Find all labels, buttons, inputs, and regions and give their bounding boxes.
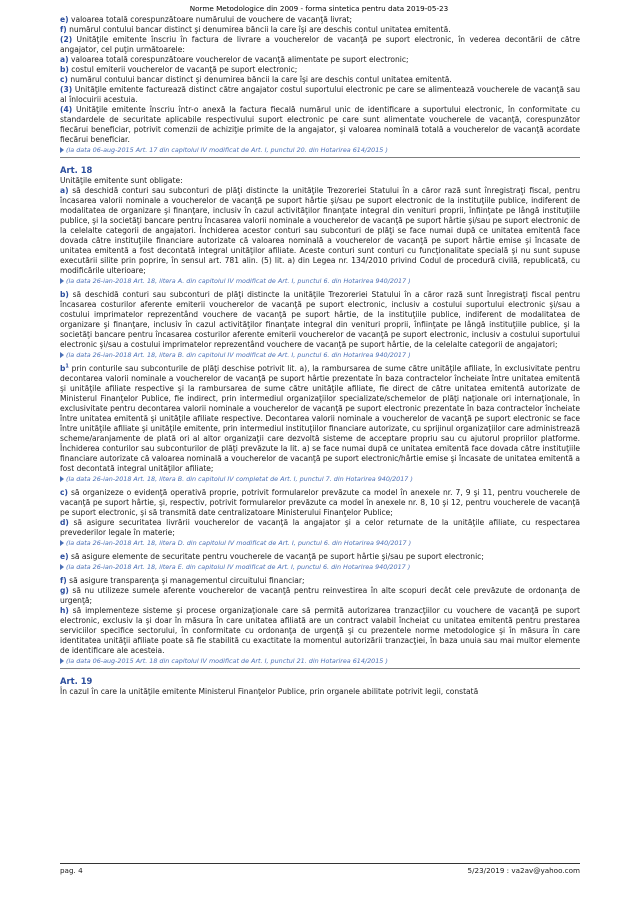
paragraph: [60, 606, 580, 656]
section-divider: [60, 668, 580, 669]
amendment-note-text: (la data 26-ian-2018 Art. 18, litera B. din capitolul IV modificat de Art. I, punctul 6. din Hotarirea 940/2017 ): [66, 351, 411, 359]
paragraph-text: să nu utilizeze sumele aferente voucherelor de vacanţă pentru reinvestirea în alte scopuri decât cele prevăzute de ordonanţa de urgenţă;: [60, 586, 580, 605]
paragraph-label: e): [60, 552, 69, 561]
paragraph-text: Unităţile emitente facturează distinct către angajator costul suportului electronic pe care se alimentează voucherele de vacanţă sau al înlocuirii acestuia.: [60, 85, 580, 104]
paragraph-label: d): [60, 518, 69, 527]
paragraph: [60, 85, 580, 105]
paragraph-text: costul emiterii voucherelor de vacanţă pe suport electronic;: [68, 65, 298, 74]
amendment-note: [60, 538, 580, 548]
paragraph: [60, 75, 580, 85]
amendment-note: [60, 656, 580, 666]
paragraph: [60, 586, 580, 606]
triangle-bullet-icon: [60, 564, 64, 570]
amendment-note-text: (la data 26-ian-2018 Art. 18, litera B. din capitolul IV completat de Art. I, punctul 7. din Hotarirea 940/2017 ): [66, 475, 413, 483]
paragraph-text: să deschidă conturi sau subconturi de plăţi distincte la unităţile Trezoreriei Statului în a căror rază sunt înregistraţi fiscal pentru încasarea costurilor aferente emiterii voucherelor de vacanţă pe suport electronic, inclusiv a costului suportului electronic şi/sau a costului imprimatelor reprezentând vouchere de vacanţă pe suport hârtie, de la instituţiile publice, indiferent de modalitatea de organizare şi finanţare, inclusiv în cazul activităţilor finanţate integral din venituri proprii, înfiinţate pe lângă instituţiile publice, şi la societăţi bancare pentru încasarea costurilor aferente emiterii voucherelor de vacanţă pe suport electronic, inclusiv a costului suportului electronic şi/sau a costului imprimatelor reprezentând vouchere de vacanţă pe suport hârtie, de la celelalte categorii de angajatori;: [60, 290, 580, 349]
paragraph-label: (3): [60, 85, 73, 94]
paragraph-label: a): [60, 186, 69, 195]
triangle-bullet-icon: [60, 278, 64, 284]
paragraph-text: prin conturile sau subconturile de plăţi deschise potrivit lit. a), la rambursarea de sume către unităţile afiliate, în exclusivitate pentru decontarea valorii nominale a voucherelor de vacanţă pe suport hârtie prezentate în baza contractelor încheiate între unitatea emitentă şi unităţile afiliate respective şi la rambursarea de sume către unităţile afiliate, fie direct de către unitatea emitentă autorizate de Ministerul Finanţelor Publice, fie indirect, prin intermediul organizaţiilor specializate/schemelor de plăţi naţionale ori internaţionale, în exclusivitate pentru decontarea valorii nominale a voucherelor de vacanţă pe suport electronic prezentate în baza contractelor încheiate între unitatea emitentă şi unităţile afiliate respective. Decontarea valorii nominale a voucherelor de vacanţă pe suport electronic se face între unităţile afiliate şi unităţile emitente, prin intermediul instituţiilor financiare autorizate, cu sprijinul organizaţiilor care administrează scheme/aranjamente de plată ori al altor organizaţii care dezvoltă sisteme de acceptare propriu sau cu ajutorul propriilor platforme. Închiderea conturilor sau subconturilor de plăţi prevăzute la lit. a) se face numai după ce unitatea emitentă face dovada către instituţiile financiare autorizate că valoarea nominală a voucherelor de vacanţă pe suport electronic/hârtie emise şi încasate de unitatea emitentă a fost decontată integral unităţilor afiliate;: [60, 364, 581, 473]
paragraph-label: g): [60, 586, 69, 595]
paragraph-label: b): [60, 65, 69, 74]
footer-divider: [60, 863, 580, 864]
paragraph: [60, 364, 580, 474]
paragraph-text: să organizeze o evidenţă operativă proprie, potrivit formularelor prevăzute ca model în anexele nr. 7, 9 şi 11, pentru voucherele de vacanţă pe suport hârtie, şi, respectiv, potrivit formularelor prevăzute ca model în anexele nr. 8, 10 şi 12, pentru voucherele de vacanţă pe suport electronic, şi să transmită date centralizatoare Ministerului Finanţelor Publice;: [60, 488, 580, 517]
triangle-bullet-icon: [60, 658, 64, 664]
paragraph-text: valoarea totală corespunzătoare numărului de vouchere de vacanţă livrat;: [68, 15, 353, 24]
paragraph-text: să implementeze sisteme şi procese organizaţionale care să permită autorizarea tranzacţiilor cu vouchere de vacanţă pe suport electronic, exclusiv la şi doar în măsura în care unitatea afiliată are un contract valabil încheiat cu unitatea emitentă pentru prestarea serviciilor specifice sectorului, în conformitate cu ordonanţa de urgenţă şi cu prezentele norme metodologice şi în măsura în care identitatea unităţii afiliate poate să fie stabilită cu exactitate la momentul autorizării tranzacţiei, în baza unuia sau mai multor elemente de identificare ale acesteia.: [60, 606, 580, 655]
paragraph-label: b): [60, 290, 69, 299]
triangle-bullet-icon: [60, 540, 64, 546]
paragraph-text: să asigure elemente de securitate pentru voucherele de vacanţă pe suport hârtie şi/sau pe suport electronic;: [68, 552, 484, 561]
article-heading: Art. 18: [60, 165, 93, 175]
paragraph: [60, 518, 580, 538]
paragraph-text: să deschidă conturi sau subconturi de plăţi distincte la unităţile Trezoreriei Statului în a căror rază sunt înregistraţi fiscal, pentru încasarea valorii nominale a voucherelor de vacanţă pe suport hârtie şi/sau pe suport electronic de la instituţiile publice, indiferent de modalitatea de organizare şi finanţare, inclusiv în cazul activităţilor finanţate integral din venituri proprii, înfiinţate pe lângă instituţiile publice, şi la societăţi bancare pentru încasarea valorii nominale a voucherelor de vacanţă pe suport hârtie şi/sau pe suport electronic de la celelalte categorii de angajatori. Închiderea acestor conturi sau subconturi de plăţi se face numai după ce unitatea emitentă face dovada către instituţiile financiare autorizate că valoarea nominală a voucherelor de vacanţă pe suport hârtie emise şi încasate de unitatea emitentă a fost decontată integral unităţilor afiliate. Aceste conturi sunt conturi cu funcţionalitate specială şi nu sunt supuse executării silite prin poprire, în sensul art. 781 alin. (5) lit. a) din Legea nr. 134/2010 privind Codul de procedură civilă, republicată, cu modificările ulterioare;: [60, 186, 580, 275]
amendment-note-text: (la data 26-ian-2018 Art. 18, litera D. din capitolul IV modificat de Art. I, punctul 6. din Hotarirea 940/2017 ): [66, 539, 412, 547]
triangle-bullet-icon: [60, 476, 64, 482]
paragraph: [60, 576, 580, 586]
amendment-note: [60, 276, 580, 286]
paragraph-label: (4): [60, 105, 73, 114]
paragraph-text: Unităţile emitente înscriu într-o anexă la factura fiecală numărul unic de identificare a suportului electronic, în conformitate cu standardele de securitate aplicabile respectivului suport electronic pe care sunt alimentate voucherele de vacanţă, corespunzător fiecărui beneficiar, potrivit comenzii de achiziţie primite de la angajator, şi valoarea nominală totală a voucherelor de vacanţă acordate fiecărui beneficiar.: [60, 105, 580, 144]
paragraph-text: să asigure securitatea livrării voucherelor de vacanţă la angajator şi a celor returnate de la unităţile afiliate, cu respectarea prevederilor legale în materie;: [60, 518, 580, 537]
paragraph-label: e): [60, 15, 69, 24]
amendment-note: [60, 145, 580, 155]
amendment-note-text: (la data 26-ian-2018 Art. 18, litera A. din capitolul IV modificat de Art. I, punctul 6. din Hotarirea 940/2017 ): [66, 277, 411, 285]
page-header: Norme Metodologice din 2009 - forma sintetica pentru data 2019-05-23: [189, 4, 449, 13]
paragraph-label: h): [60, 606, 69, 615]
triangle-bullet-icon: [60, 147, 64, 153]
paragraph-label-superscript: 1: [65, 363, 69, 370]
paragraph: [60, 25, 580, 35]
footer-date-email: 5/23/2019 : va2av@yahoo.com: [467, 866, 580, 875]
paragraph-label: f): [60, 25, 67, 34]
amendment-note: [60, 350, 580, 360]
page-footer: [60, 866, 580, 875]
paragraph-label: c): [60, 488, 68, 497]
paragraph-text: În cazul în care la unităţile emitente Ministerul Finanţelor Publice, prin organele abilitate potrivit legii, constată: [60, 687, 479, 696]
amendment-note-text: (la data 06-aug-2015 Art. 17 din capitolul IV modificat de Art. I, punctul 20. din Hotarirea 614/2015 ): [66, 146, 388, 154]
paragraph-text: Unităţile emitente sunt obligate:: [60, 176, 183, 185]
paragraph: [60, 15, 580, 25]
paragraph: [60, 55, 580, 65]
section-divider: [60, 157, 580, 158]
paragraph: [60, 488, 580, 518]
paragraph: [60, 105, 580, 145]
paragraph: [60, 176, 580, 186]
paragraph-text: să asigure transparenţa şi managementul circuitului financiar;: [66, 576, 305, 585]
paragraph-text: valoarea totală corespunzătoare voucherelor de vacanţă alimentate pe suport electronic;: [68, 55, 409, 64]
document-body: [60, 15, 580, 697]
page-number: pag. 4: [60, 866, 83, 875]
paragraph: [60, 186, 580, 276]
amendment-note-text: (la data 06-aug-2015 Art. 18 din capitolul IV modificat de Art. I, punctul 21. din Hotarirea 614/2015 ): [66, 657, 388, 665]
triangle-bullet-icon: [60, 352, 64, 358]
paragraph-label: f): [60, 576, 67, 585]
paragraph: [60, 687, 580, 697]
paragraph-text: numărul contului bancar distinct şi denumirea băncii la care îşi are deschis contul unitatea emitentă.: [67, 75, 452, 84]
paragraph: [60, 552, 580, 562]
paragraph: [60, 65, 580, 75]
amendment-note: [60, 562, 580, 572]
paragraph-label: a): [60, 55, 69, 64]
paragraph: [60, 35, 580, 55]
article-heading: Art. 19: [60, 676, 93, 686]
paragraph-label: b: [60, 364, 66, 373]
amendment-note: [60, 474, 580, 484]
paragraph: [60, 290, 580, 350]
paragraph-label: c): [60, 75, 68, 84]
paragraph-label: (2): [60, 35, 73, 44]
amendment-note-text: (la data 26-ian-2018 Art. 18, litera E. din capitolul IV modificat de Art. I, punctul 6. din Hotarirea 940/2017 ): [66, 563, 411, 571]
paragraph-text: numărul contului bancar distinct şi denumirea băncii la care îşi are deschis contul unitatea emitentă.: [66, 25, 451, 34]
paragraph-text: Unităţile emitente înscriu în factura de livrare a voucherelor de vacanţă pe suport electronic, în vederea decontării de către angajator, cel puţin următoarele:: [60, 35, 580, 54]
